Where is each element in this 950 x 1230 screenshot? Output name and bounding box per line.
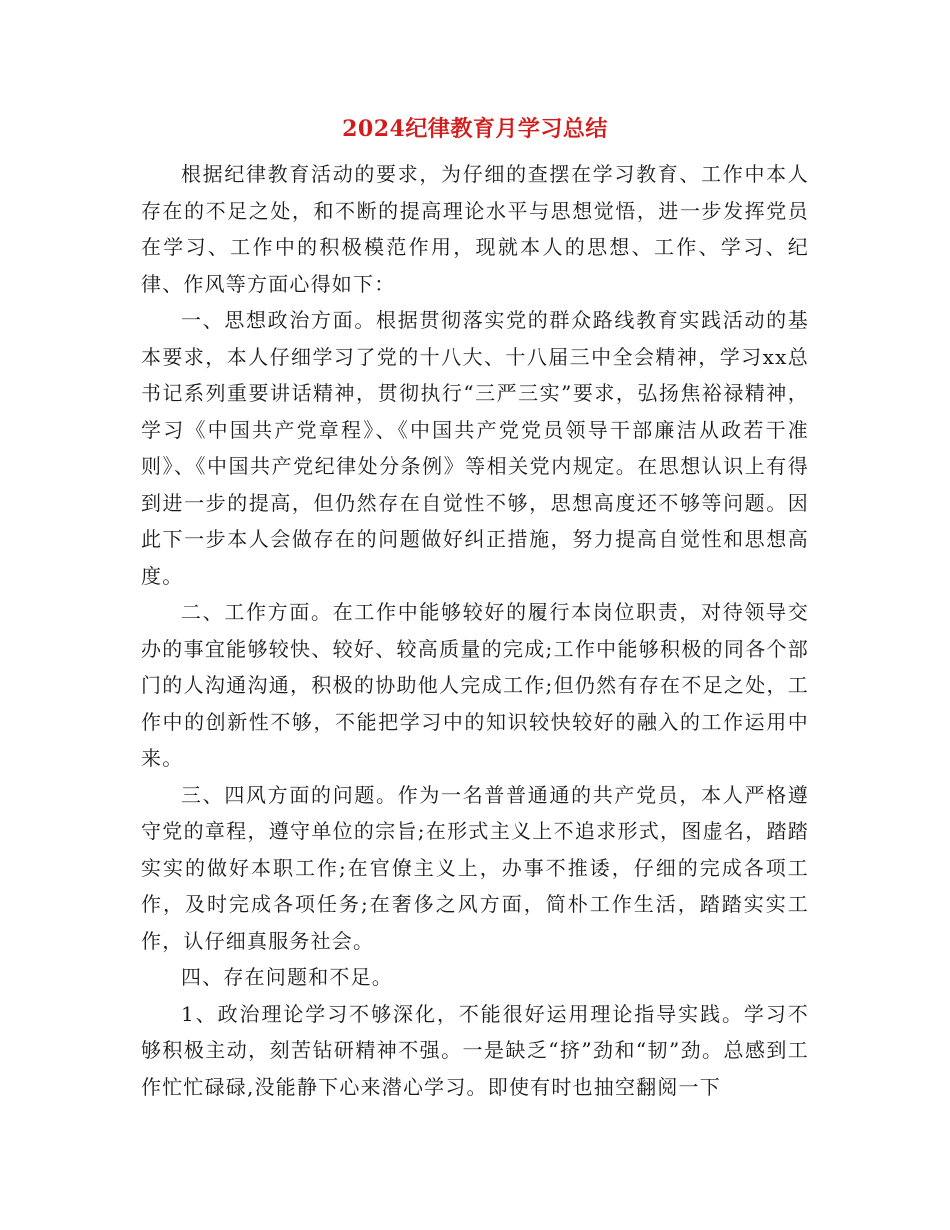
paragraph-problems-heading: 四、存在问题和不足。 bbox=[181, 965, 393, 989]
paragraph-problem-1: 1、政治理论学习不够深化，不能很好运用理论指导实践。学习不够积极主动，刻苦钻研精神不强。一是缺乏“挤”劲和“韧”劲。总感到工作忙忙碌碌,没能静下心来潜心学习。即使有时也抽空翻阅一下 bbox=[141, 1001, 809, 1099]
paragraph-work: 二、工作方面。在工作中能够较好的履行本岗位职责，对待领导交办的事宜能够较快、较好、较高质量的完成;工作中能够积极的同各个部门的人沟通沟通，积极的协助他人完成工作;但仍然有存在不足之处，工作中的创新性不够，不能把学习中的知识较快较好的融入的工作运用中来。 bbox=[141, 600, 809, 770]
document-title: 2024纪律教育月学习总结 bbox=[342, 116, 608, 142]
document-body bbox=[141, 156, 809, 1105]
paragraph-ideology: 一、思想政治方面。根据贯彻落实党的群众路线教育实践活动的基本要求，本人仔细学习了党的十八大、十八届三中全会精神，学习xx总书记系列重要讲话精神，贯彻执行“三严三实”要求，弘扬焦裕禄精神，学习《中国共产党章程》、《中国共产党党员领导干部廉洁从政若干准则》、《中国共产党纪律处分条例》等相关党内规定。在思想认识上有得到进一步的提高，但仍然存在自觉性不够，思想高度还不够等问题。因此下一步本人会做存在的问题做好纠正措施，努力提高自觉性和思想高度。 bbox=[141, 308, 809, 588]
paragraph-intro: 根据纪律教育活动的要求，为仔细的查摆在学习教育、工作中本人存在的不足之处，和不断的提高理论水平与思想觉悟，进一步发挥党员在学习、工作中的积极模范作用，现就本人的思想、工作、学习、纪律、作风等方面心得如下： bbox=[141, 162, 809, 296]
paragraph-four-styles: 三、四风方面的问题。作为一名普普通通的共产党员，本人严格遵守党的章程，遵守单位的宗旨;在形式主义上不追求形式，图虚名，踏踏实实的做好本职工作;在官僚主义上，办事不推诿，仔细的完成各项工作，及时完成各项任务;在奢侈之风方面，简朴工作生活，踏踏实实工作，认仔细真服务社会。 bbox=[141, 782, 809, 953]
